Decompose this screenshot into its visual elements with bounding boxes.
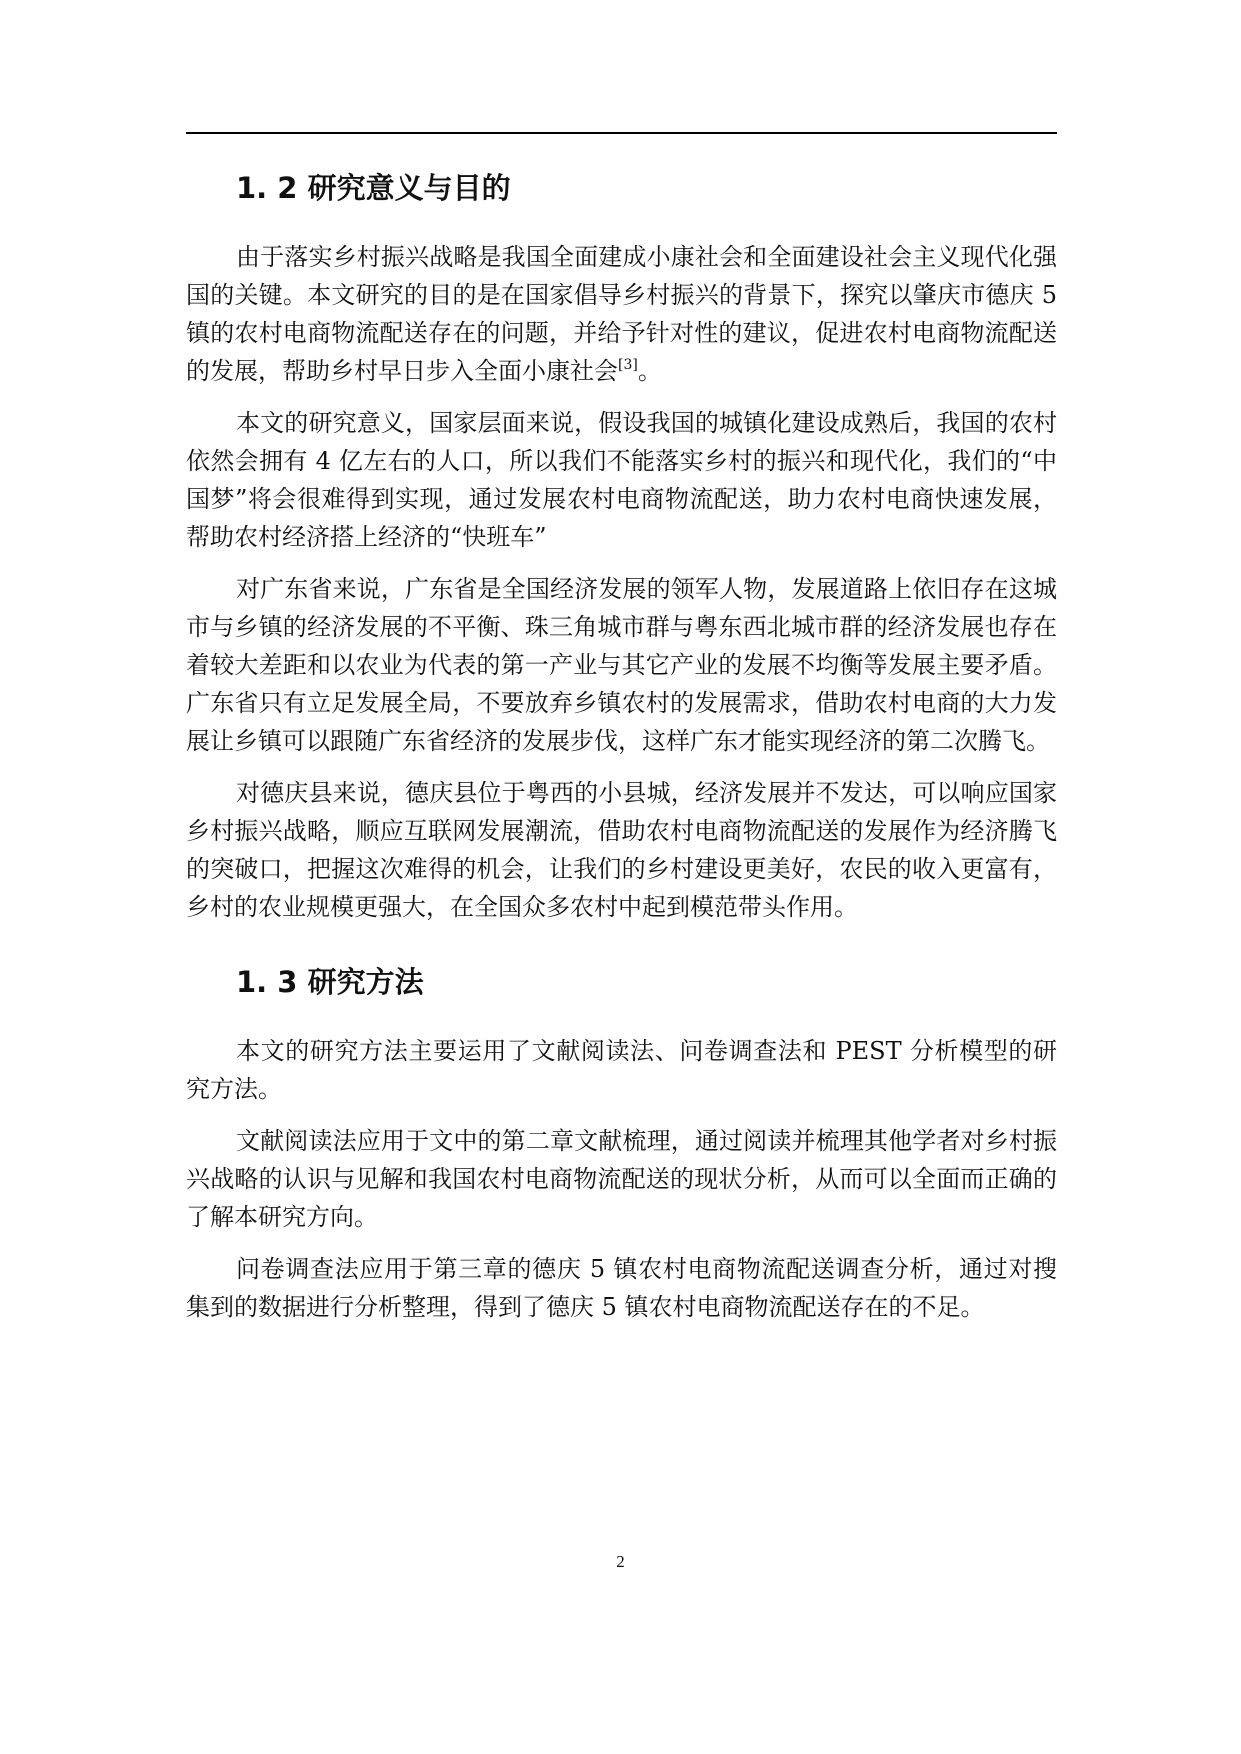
citation-ref: [3] — [618, 357, 638, 373]
paragraph-national-significance: 本文的研究意义，国家层面来说，假设我国的城镇化建设成熟后，我国的农村依然会拥有 4 亿左右的人口，所以我们不能落实乡村的振兴和现代化，我们的“中国梦”将会很难得到实现，通过发展农村电商物流配送，助力农村电商快速发展，帮助农村经济搭上经济的“快班车” — [186, 409, 1057, 551]
paragraph-literature-method: 文献阅读法应用于文中的第二章文献梳理，通过阅读并梳理其他学者对乡村振兴战略的认识与见解和我国农村电商物流配送的现状分析，从而可以全面而正确的了解本研究方向。 — [186, 1127, 1057, 1231]
section-heading-1-3: 1. 3 研究方法 — [236, 965, 424, 999]
paragraph-guangdong-significance: 对广东省来说，广东省是全国经济发展的领军人物，发展道路上依旧存在这城市与乡镇的经济发展的不平衡、珠三角城市群与粤东西北城市群的经济发展也存在着较大差距和以农业为代表的第一产业与其它产业的发展不均衡等发展主要矛盾。广东省只有立足发展全局，不要放弃乡镇农村的发展需求，借助农村电商的大力发展让乡镇可以跟随广东省经济的发展步伐，这样广东才能实现经济的第二次腾飞。 — [186, 575, 1057, 755]
section-heading-1-2: 1. 2 研究意义与目的 — [236, 171, 511, 205]
paragraph-methods-overview: 本文的研究方法主要运用了文献阅读法、问卷调查法和 PEST 分析模型的研究方法。 — [186, 1037, 1057, 1103]
paragraph-end-punct: 。 — [637, 357, 662, 385]
paragraph-survey-method: 问卷调查法应用于第三章的德庆 5 镇农村电商物流配送调查分析，通过对搜集到的数据进行分析整理，得到了德庆 5 镇农村电商物流配送存在的不足。 — [186, 1255, 1057, 1321]
page-body — [186, 140, 1057, 1326]
page-number: 2 — [616, 1552, 625, 1571]
paragraph-research-purpose — [186, 238, 1057, 390]
paragraph-text: 由于落实乡村振兴战略是我国全面建成小康社会和全面建设社会主义现代化强国的关键。本文研究的目的是在国家倡导乡村振兴的背景下，探究以肇庆市德庆 5 镇的农村电商物流配送存在的问题，并给予针对性的建议，促进农村电商物流配送的发展，帮助乡村早日步入全面小康社会 — [186, 243, 1057, 385]
header-rule — [186, 132, 1057, 134]
paragraph-deqing-significance: 对德庆县来说，德庆县位于粤西的小县城，经济发展并不发达，可以响应国家乡村振兴战略，顺应互联网发展潮流，借助农村电商物流配送的发展作为经济腾飞的突破口，把握这次难得的机会，让我们的乡村建设更美好，农民的收入更富有，乡村的农业规模更强大，在全国众多农村中起到模范带头作用。 — [186, 779, 1057, 921]
